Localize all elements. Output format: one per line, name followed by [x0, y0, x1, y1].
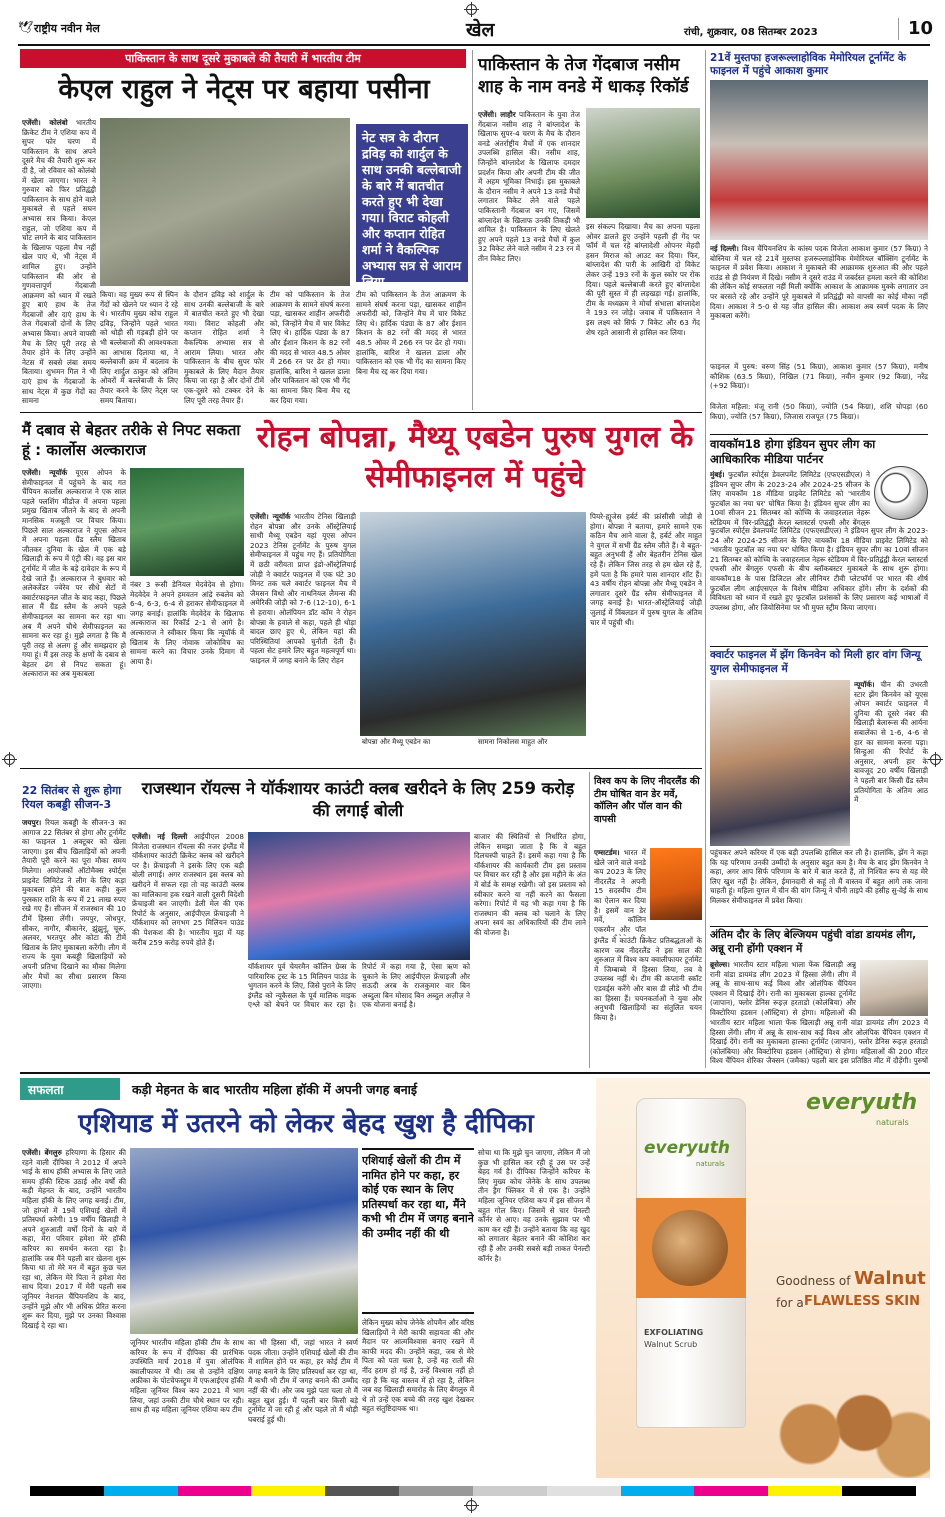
- rajasthan-col-1: एजेंसी। नई दिल्ली आईपीएल 2008 विजेता राजस्थान रॉयल्स की नजर इंग्लैंड में यॉर्कशायर काउंटी क्रिकेट क्लब को खरीदने पर है। फ्रेंचाइजी ने इसके लिए एक बड़ी बोली लगाई। अगर राजस्थान इस क्लब को खरीदने में सफल रहा तो वह काउंटी क्लब का मालिकाना हक रखने वाली दूसरी विदेशी फ्रेंचाइजी बन जाएगी। डेली मेल की एक रिपोर्ट के अनुसार, आईपीएल फ्रेंचाइजी ने यॉर्कशायर को लगभग 25 मिलियन पाउंड की पेशकश की है। भारतीय मुद्रा में यह करीब 259 करोड़ रुपये होते हैं।: [132, 832, 244, 947]
- rajasthan-col-2: बाजार की स्थितियों से निर्धारित होगा, लेकिन समझा जाता है कि वे बहुत दिलचस्पी चाहते हैं। इसमें कहा गया है कि यॉर्कशायर की कार्यकारी टीम इस प्रस्ताव पर विचार कर रही है और इस महीने के अंत में बोर्ड के समक्ष रखेगी। जो इस प्रस्ताव को स्वीकार करने या नहीं करने का फैसला करेगा। रिपोर्ट में यह भी कहा गया है कि राजस्थान की क्लब को चलाने के लिए अपना स्वयं का अधिकारियों की टीम लाने की योजना है।: [474, 832, 586, 937]
- dateline: रांची, शुक्रवार, 08 सितम्बर 2023: [684, 27, 818, 38]
- boxing-list-women: विजेता महिला: मंजू रानी (50 किग्रा), ज्योति (54 किग्रा), शशि चोपड़ा (60 किग्रा), ज्योति (57 किग्रा), जिजास राजपूत (75 किग्रा)।: [710, 402, 928, 421]
- page-number: 10: [908, 18, 934, 39]
- ad-tagline-em2: FLAWLESS SKIN: [804, 1294, 920, 1309]
- naseem-photo: [586, 108, 700, 218]
- ad-everyuth[interactable]: [596, 1078, 930, 1478]
- netherlands-headline: विश्व कप के लिए नीदरलैंड की टीम घोषित वान डेर मर्वे, कॉलिन और पॉल वान की वापसी: [594, 776, 700, 825]
- deepika-pull-quote: एशियाई खेलों की टीम में नामित होने पर कहा, हर कोई एक स्थान के लिए प्रतिस्पर्धा कर रहा था, मैंने कभी भी टीम में जगह बनाने की उम्मीद नहीं की थी: [362, 1148, 474, 1314]
- deepika-col-3b: लेकिन मुख्य कोच जेनेके शोपमैन और वरिष्ठ खिलाड़ियों ने मेरी काफी सहायता की और मैदान पर आत्मविश्वास बनाए रखने में काफी मदद की। उन्होंने कहा, जब से मेरे पिता को पता चला है, उन्हें वह रातों की नींद हराम हो गई है, उन्हें विश्वास नहीं हो रहा है कि यह वास्तव में हो रहा है, लेकिन जब वह खिलाड़ी समारोह के लिए बेंगलुरु में थे तो उन्हें एक बच्चे की तरह खुश देखकर बहुत संतुष्टिदायक था।: [362, 1318, 474, 1414]
- rahul-col-2: किया। वह मुख्य रूप से स्पिन गेंदों को खेलने पर ध्यान दे रहे थे। भारतीय मुख्य कोच राहुल द्रविड़, जिन्होंने पहले भारत को थोड़ी सी गड़बड़ी होने पर भी बल्लेबाजों की आवश्यकता का आभास दिलाया था, ने बल्लेबाजी क्रम में बदलाव के लिए शार्दुल ठाकुर को अंतिम ओवरों में बल्लेबाजी के लिए तैयार करने के लिए नेट्स पर समय बिताया।: [100, 290, 178, 405]
- netherlands-photo: [650, 848, 702, 920]
- alcaraz-headline: मैं दबाव से बेहतर तरीके से निपट सकता हूं : कार्लोस अल्काराज: [22, 421, 241, 459]
- rajasthan-caption-col: यॉर्कशायर पूर्व चेयरमैन कॉलिन ग्रेव्स के पारिवारिक ट्रस्ट के 15 मिलियन पाउंड के भुगतान करने के लिए, जिसे पुराने के लिए इंग्लैंड को न्यूकैसल के पूर्व मालिक माइक एश्ले को बेचने पर विचार कर रहा है। रिपोर्ट में कहा गया है, ऐसा ऋण को चुकाने के लिए आईपीएल फ्रेंचाइजी और सऊदी अरब के राजकुमार वार बिन अब्दुला बिन मोसाद बिन अब्दुल अज़ीज़ ने एक योजना बनाई है।: [248, 962, 470, 1010]
- football-icon: [874, 466, 928, 520]
- naseem-headline: पाकिस्तान के तेज गेंदबाज नसीम शाह के नाम वनडे में धाकड़ रिकॉर्ड: [478, 55, 689, 97]
- viacom-headline: वायकॉम18 होगा इंडियन सुपर लीग का आधिकारिक मीडिया पार्टनर: [710, 437, 876, 466]
- ad-tube-line2: Walnut Scrub: [644, 1340, 698, 1349]
- annu-photo: [860, 960, 928, 1016]
- rahul-col-1: एजेंसी। कोलंबो भारतीय क्रिकेट टीम ने एशिया कप में सुपर फोर चरण में पाकिस्तान के साथ अपने दूसरे मैच की तैयारी शुरू कर दी है, जो रविवार को कोलंबो में खेला जाएगा। भारत ने गुरुवार को फिर प्रतिद्वंद्वी पाकिस्तान के साथ होने वाले मुकाबले से पहले सघन अभ्यास सत्र किया। केएल राहुल, जो एशिया कप में चोट लगने के बाद पाकिस्तान के खिलाफ पहला मैच नहीं खेल पाए थे, भी नेट्स में शामिल हुए। उन्होंने पाकिस्तान की ओर से गुणवत्तापूर्ण गेंदबाजी आक्रमण को ध्यान में रखते हुए बाएं हाथ के तेज गेंदबाजों और दाएं हाथ के तेज गेंदबाजों दोनों के लिए अभ्यास किया। अपने वापसी मैच के लिए पूरी तरह से तैयार होने के लिए उन्होंने नेटस में सबसे लंबा समय बिताया। शुभमन गिल ने भी दाएं हाथ के गेंदबाजों के साथ नेट्स में कुछ गेंदों का सामना: [22, 118, 96, 406]
- naseem-col-1: एजेंसी। लाहौर पाकिस्तान के युवा तेज गेंदबाज नसीम शाह ने बांग्लादेश के खिलाफ सुपर-4 चरण के मैच के दौरान वनडे अंतर्राष्ट्रीय मैचों में एक शानदार उपलब्धि हासिल की। नसीम शाह, जिन्होंने बांग्लादेश के खिलाफ दमदार प्रदर्शन किया और अपनी टीम की जीत में अहम भूमिका निभाई। इस मुकाबले के दौरान नसीम ने अपने 13 वनडे मैचों लगातार विकेट लेने वाले पहले पाकिस्तानी गेंदबाज बन गए, जिसमें बांग्लादेश के खिलाफ उनकी तिकड़ी भी शामिल है। पाकिस्तान के लिए खेलते हुए अपने पहले 13 वनडे मैचों में कुल 32 विकेट लेने वाले नसीम ने 23 रन में तीन विकेट लिए।: [478, 110, 580, 263]
- rahul-col-5: टीम को पाकिस्तान के तेज आक्रमण के सामने संघर्ष करना पड़ा, खासकर शाहीन अफरीदी को, जिन्होंने मैच में चार विकेट लिए थे। हार्दिक पंड्या के 87 और ईशान किशन के 82 रनों की मदद से भारत 48.5 ओवर में 266 रन पर ढेर हो गया। हालांकि, बारिश ने खलल डाला और पाकिस्तान को एक भी गेंद का सामना किए बिना मैच रद्द कर दिया गया।: [356, 290, 466, 376]
- ad-brand: everyuth: [806, 1090, 918, 1115]
- alcaraz-col-2: नंबर 3 रूसी डेनियल मेदवेदेव से होगा। मेदवेदेव ने अपने हमवतन आंद्रे रुबलेव को 6-4, 6-3, 6-4 से हराकर सेमीफाइनल में जगह बनाई। हालांकि मेदवेदेव के खिलाफ अल्काराज का रिकॉर्ड 2-1 से आगे है। अल्काराज ने स्वीकार किया कि न्यूयॉर्क में खिताब के लिए नोवाक जोकोविच का सामना करने का विचार उनके दिमाग में आया है।: [130, 580, 244, 666]
- boxing-list-men: फाइनल में पुरुष: वरुण सिंह (51 किग्रा), आकाश कुमार (57 किग्रा), मनीष कौशिक (63.5 किग्रा), निखिल (71 किग्रा), नवीन कुमार (92 किग्रा), नरेंद्र (+92 किग्रा)।: [710, 362, 928, 391]
- deepika-kicker: कड़ी मेहनत के बाद भारतीय महिला हॉकी में अपनी जगह बनाई: [132, 1082, 418, 1097]
- registration-mark-icon: [466, 4, 477, 15]
- masthead: [18, 16, 934, 42]
- netherlands-body-1: एम्सटर्डम। भारत में खेले जाने वाले वनडे कप 2023 के लिए नीदरलैंड ने अपनी 15 सदस्यीय टीम का ऐलान कर दिया है। इसमें वान डेर मर्वे, कॉलिन एकरमैन और पॉल: [594, 848, 646, 934]
- ad-tube-brand: everyuth: [644, 1138, 730, 1158]
- ad-tube-line1: EXFOLIATING: [644, 1328, 704, 1337]
- deepika-col-3: का भी हिस्सा थीं, जहां भारत ने स्वर्ण पदक जीता। उन्होंने एशियाई खेलों की टीम में शामिल होने पर कहा, हर कोई टीम में जगह बनाने के लिए प्रतिस्पर्धा कर रहा था, मैं कभी भी टीम में जगह बनाने की उम्मीद नहीं की थी। और जब मुझे पता चला तो मैं बहुत खुश हुई। मैं पहली बार किसी बड़े टूर्नामेंट में जा रही हूं और पहले तो मैं थोड़ी घबराई हुई थी।: [248, 1338, 358, 1424]
- rahul-headline: केएल राहुल ने नेट्स पर बहाया पसीना: [58, 74, 430, 105]
- deepika-headline: एशियाड में उतरने को लेकर बेहद खुश है दीपिका: [78, 1109, 534, 1139]
- deepika-tag: सफलता: [28, 1083, 64, 1097]
- ad-tagline-em: Walnut: [854, 1268, 926, 1289]
- ad-tube-sub: naturals: [696, 1160, 725, 1168]
- netherlands-body-2: इंग्लैंड में काउंटी क्रिकेट प्रतिबद्धताओं के कारण जब नीदरलैंड ने इस साल की शुरुआत में विश्व कप क्वालीफायर टूर्नामेंट में जिम्बाब्वे में हिस्सा लिया, तब वे उपलब्ध नहीं थे। टीम की कप्तानी स्कॉट एडवर्ड्स करेंगे और बास डी लीडे भी टीम का हिस्सा हैं। चयनकर्ताओं ने युवा और अनुभवी खिलाड़ियों का संतुलित चयन किया है।: [594, 936, 702, 1022]
- rahul-col-4: टीम को पाकिस्तान के तेज आक्रमण के सामने संघर्ष करना पड़ा, खासकर शाहीन अफरीदी को, जिन्होंने मैच में चार विकेट लिए थे। हार्दिक पंड्या के 87 और ईशान किशन के 82 रनों की मदद से भारत 48.5 ओवर में 266 रन पर ढेर हो गया। हालांकि, बारिश ने खलल डाला और पाकिस्तान को एक भी गेंद का सामना किए बिना मैच रद्द कर दिया गया।: [270, 290, 350, 405]
- bopanna-col-2: पियरे-ह्यूजेस हर्बर्ट की फ्रांसीसी जोड़ी से होगा। बोपन्ना ने बताया, हमारे सामने एक कठिन मैच आने वाला है, हर्बर्ट और माहुत ने युगल में सभी ग्रैंड स्लैम जीते हैं। वे बहुत-बहुत अनुभवी हैं और बेहतरीन टेनिस खेल रहे हैं। लेकिन जिस तरह से हम खेल रहे हैं, हमें पता है कि हमारे पास शानदार शॉट हैं। 43 वर्षीय रोहन बोपन्ना और मैथ्यू एबडेन ने लगातार दूसरे ग्रैंड स्लैम सेमीफाइनल में जगह बनाई है। भारत-ऑस्ट्रेलियाई जोड़ी जुलाई में विंबलडन में पुरुष युगल के अंतिम चार में पहुंची थी।: [590, 512, 702, 627]
- section-title: खेल: [466, 19, 495, 41]
- naseem-col-2: इस संकल्प दिखाया। मैच का अपना पहला ओवर डालते हुए उन्होंने पहली ही गेंद पर फॉर्म में चल रहे बांग्लादेशी ओपनर मेहदी हसन मिराज को आउट कर दिया। फिर, बांग्लादेश की पारी के आखिरी दो विकेट लेकर उन्हें 193 रनों के कुल स्कोर पर रोक दिया। पहले बल्लेबाजी करते हुए बांग्लादेश की पूरी सुस्त में ही लड़खड़ा गई। हालांकि, टीम के मध्यक्रम ने मोर्चा संभाला बांग्लादेश ने 193 रन जोड़े। जवाब में पाकिस्तान ने इस लक्ष्य को सिर्फ 7 विकेट और 63 गेंद शेष रहते आसानी से हासिल कर लिया।: [586, 222, 700, 337]
- viacom-body: मुंबई। फुटबॉल स्पोर्ट्स डेवलपमेंट लिमिटेड (एफएसडीएल) ने इंडियन सुपर लीग के 2023-24 और 2024-25 सीजन के लिए वायकॉम 18 मीडिया प्राइवेट लिमिटेड को 'भारतीय फुटबॉल का नया घर' घोषित किया है। इंडियन सुपर लीग का 10वां सीजन 21 सितम्बर को कोच्चि के जवाहरलाल नेहरू स्टेडियम में चिर-प्रतिद्वंद्वी केरल ब्लास्टर्स एफसी और बेंगलुरु: [710, 470, 870, 526]
- ad-tagline-2: for a: [776, 1296, 804, 1310]
- deepika-photo: [130, 1148, 358, 1334]
- zheng-photo: [710, 680, 850, 846]
- boxing-body: नई दिल्ली। विश्व चैंपियनशिप के कांस्य पदक विजेता आकाश कुमार (57 किग्रा) ने बोस्निया में चल रहे 21वें मुस्तफा हजरूल्लाहोविक मेमोरियल बॉक्सिंग टूर्नामेंट के फाइनल में प्रवेश किया। आकाश ने मुकाबले की आक्रामक शुरुआत की और पहले राउंड से ही नियंत्रण में दिखे। नसीम ने दूसरे राउंड में जबर्दस्त हमला करने की कोशिश की लेकिन कोई सफलता नहीं मिली क्योंकि आकाश के आक्रामक मुक्के लगातार उन पर बरसते रहे और उन्होंने पूरे मुकाबले में प्रतिद्वंद्वी को वापसी का कोई मौका नहीं दिया। आकाश ने 5-0 से यह जीत हासिल की। आकाश अब स्वर्ण पदक के लिए मुकाबला करेंगे।: [710, 244, 928, 321]
- registration-mark-icon: [466, 1500, 477, 1511]
- kabaddi-headline: 22 सितंबर से शुरू होगा रियल कबड्डी सीजन-3: [22, 784, 122, 811]
- paper-name: राष्ट्रीय नवीन मेल: [34, 22, 100, 35]
- rajasthan-headline: राजस्थान रॉयल्स ने यॉर्कशायर काउंटी क्लब खरीदने के लिए 259 करोड़ की लगाई बोली: [141, 779, 575, 820]
- bopanna-headline-block: [250, 418, 700, 498]
- bopanna-headline: रोहन बोपन्ना, मैथ्यू एबडेन पुरुष युगल के सेमीफाइनल में पहुंचे: [256, 420, 694, 495]
- viacom-body-cont: फुटबॉल स्पोर्ट्स डेवलपमेंट लिमिटेड (एफएसडीएल) ने इंडियन सुपर लीग के 2023-24 और 2024-25 सीजन के लिए वायकॉम 18 मीडिया प्राइवेट लिमिटेड को 'भारतीय फुटबॉल का नया घर' घोषित किया है। इंडियन सुपर लीग का 10वां सीजन 21 सितम्बर को कोच्चि के जवाहरलाल नेहरू स्टेडियम में चिर-प्रतिद्वंद्वी केरल ब्लास्टर्स एफसी और बेंगलुरु एफसी के बीच ब्लॉकबस्टर मुकाबले के साथ शुरू होगा। वायकॉम18 के पास डिजिटल और लीनियर टीवी प्लेटफॉर्म पर भारत की शीर्ष फुटबॉल लीग आईएसएल के विशेष मीडिया अधिकार होंगे। लीग के दर्शकों की विविधता को ध्यान में रखते हुए फुटबॉल प्रशंसकों के लिए प्रसारण कई भाषाओं में उपलब्ध होगा, और जियोसिनेमा पर भी मुफ्त स्ट्रीम किया जाएगा।: [710, 526, 928, 612]
- ad-tagline-1: Goodness of: [776, 1274, 851, 1288]
- annu-body: ब्रूसेल्स। भारतीय स्टार महिला भाला फेंक खिलाड़ी अन्नू रानी वांडा डायमंड लीग 2023 में हिस्सा लेंगी। लीग में अन्नू के साथ-साथ कई विश्व और ओलंपिक चैंपियन एक्शन में दिखाई देंगे। रानी का मुकाबला हाल्का टूर्नामेंट (जापान), फ्लोर डेनिस रूइज़ हरताडो (कोलंबिया) और विक्टोरिया हडसन (ऑस्ट्रिया) से होगा। महिलाओं की: [710, 960, 856, 1016]
- rahul-kicker: पाकिस्तान के साथ दूसरे मुकाबले की तैयारी में भारतीय टीम: [20, 49, 466, 68]
- rahul-col-3: के दौरान द्रविड़ को शार्दुल के साथ उनकी बल्लेबाजी के बारे में बातचीत करते हुए भी देखा गया। विराट कोहली और कप्तान रोहित शर्मा ने वैकल्पिक अभ्यास सत्र से आराम लिया। भारत और पाकिस्तान के बीच सुपर फोर मुकाबले के लिए मैदान तैयार किया जा रहा है और दोनों टीमें एक-दूसरे को टक्कर देने के लिए पूरी तरह तैयार हैं।: [184, 290, 264, 405]
- boxing-headline: 21वें मुस्तफा हजरूल्लाहोविक मेमोरियल टूर्नामेंट के फाइनल में पहुंचे आकाश कुमार: [710, 52, 906, 77]
- deepika-col-2: जूनियर भारतीय महिला हॉकी टीम के साथ करियर के रूप में दीपिका की प्रारंभिक उपस्थिति मार्च 2018 में युवा ओलंपिक क्वालीफायर में थी। तब से उन्होंने दक्षिण अफ्रीका के पोटचेफस्ट्रूम में एफआईएच हॉकी महिला जूनियर विश्व कप 2021 में भाग लिया, जहां उनकी टीम चौथे स्थान पर रही। साथ ही वह महिला जूनियर एशिया कप टीम: [130, 1338, 244, 1415]
- bopanna-caption-2: सामना निकोलस माहुत और: [478, 738, 548, 746]
- registration-mark-icon: [4, 754, 15, 765]
- paper-logo-icon: 🕊: [18, 20, 34, 34]
- rahul-pull-box: [356, 124, 468, 289]
- alcaraz-photo: [130, 468, 244, 576]
- ad-walnuts-icon: [756, 1368, 930, 1478]
- annu-headline: अंतिम दौर के लिए बेल्जियम पहुंची वांडा डायमंड लीग, अन्नू रानी होंगी एक्शन में: [710, 929, 917, 955]
- boxing-photo: [710, 80, 928, 240]
- alcaraz-col-1: एजेंसी। न्यूयॉर्क यूएस ओपन के सेमीफाइनल में पहुंचने के बाद गत चैंपियन कार्लोस अल्काराज ने एक साल पहले फ्लशिंग मीडोज में अपना पहला प्रमुख खिताब जीतने के बाद से अपनी मानसिक मजबूती पर विचार किया। पिछले साल अल्काराज ने यूएस ओपन में अपना पहला ग्रैंड स्लैम खिताब जीतकर दुनिया के खेल में एक बड़े खिलाड़ी के रूप में एंट्री की। वह इस बार टूर्नामेंट में जीत के बड़े दावेदार के रूप में देखे जाते हैं। अल्काराज ने बुधवार को अलेक्जेंडर ज्वेरेव पर सीधे सेटों में क्वार्टरफाइनल जीत के बाद कहा, पिछले साल मैं ग्रैंड स्लैम के अपने पहले सेमीफाइनल का सामना कर रहा था। अब मैं अपने चौथे सेमीफाइनल का सामना कर रहा हूं। मुझे लगता है कि मैं पूरी तरह से अलग हूं और समझदार हो गया हूं। मैं इस तरह के क्षणों के दबाव से बेहतर ढंग से निपट सकता हूं। अल्काराज का अब मुकाबला: [22, 468, 126, 679]
- bopanna-photo: [360, 512, 586, 736]
- ad-brand-sub: naturals: [876, 1118, 909, 1127]
- zheng-headline: क्वार्टर फाइनल में झेंग किनवेन को मिली हार वांग जिन्यू युगल सेमीफाइनल में: [710, 649, 921, 675]
- registration-mark-icon: [930, 754, 941, 765]
- bopanna-caption: बोपन्ना और मैथ्यू एबडेन का: [362, 738, 431, 746]
- rajasthan-photo: [248, 832, 470, 960]
- rahul-pull-quote: नेट सत्र के दौरान द्रविड़ को शार्दुल के साथ उनकी बल्लेबाजी के बारे में बातचीत करते हुए भी देखा गया। विराट कोहली और कप्तान रोहित शर्मा ने वैकल्पिक अभ्यास सत्र से आराम लिया: [362, 130, 462, 289]
- ad-walnut-icon: [652, 1210, 728, 1286]
- deepika-col-1: एजेंसी। बेंगलुरु हरियाणा के हिसार की रहने वाली दीपिका ने 2012 में अपने भाई के साथ हॉकी अभ्यास के लिए जाते समय हॉकी स्टिक उठाई और वर्षों की कड़ी मेहनत के बाद, उन्होंने भारतीय महिला हॉकी के लिए जगह बनाई। टीम, जो हांग्जो में 19वें एशियाई खेलों में प्रतिस्पर्धा करेगी। 19 वर्षीय खिलाड़ी ने अपने शुरुआती वर्षों दिनों के बारे में कहा, मेरा परिवार हमेशा मेरे हॉकी करियर का समर्थन करता रहा है। हालांकि जब मैंने पहली बार खेलना शुरू किया था तो मेरे मन में बहुत कुछ चल रहा था, लेकिन मेरे पिता ने हमेशा मेरा साथ दिया। 2017 में मेरी पहली सब जूनियर नेशनल चैंपियनशिप के बाद, उन्होंने मुझे और भी अधिक प्रेरित करना शुरू कर दिया, मुझे पर उनका विश्वास दिखाई दे रहा था।: [22, 1148, 126, 1330]
- kabaddi-body: जयपुर। रियल कबड्डी के सीजन-3 का आगाज 22 सितंबर से होगा और टूर्नामेंट का फाइनल 1 अक्टूबर को खेला जाएगा। इस बीच खिलाड़ियों को अपनी तैयारी पूरी करने का पूरा मौका समय मिलेगा। आयोजकों ऑटोमैक्स स्पोर्ट्स प्राइवेट लिमिटेड ने लीग के लिए कड़ा मुकाबला होने की बात कही। कुल पुरस्कार राशि के रूप में 21 लाख रुपए रखे गए हैं। सीजन में राजस्थान की 10 टीमें हिस्सा लेंगी। जयपुर, जोधपुर, सीकर, नागौर, बीकानेर, झुंझुनूं, चूरू, अलवर, भरतपुर और कोटा की टीमें खिताब के लिए मुकाबला करेंगी। लीग में राज्य के युवा कबड्डी खिलाड़ियों को अपनी प्रतिभा दिखाने का मौका मिलेगा और मैचों का सीधा प्रसारण किया जाएगा।: [22, 818, 126, 991]
- zheng-body-2: पहुंचकर अपने करियर में एक बड़ी उपलब्धि हासिल कर ली है। हालांकि, झेंग ने कहा कि यह परिणाम उनकी उम्मीदों के अनुसार बहुत कम है। मैच के बाद झेंग किनवेन ने कहा, अगर आप सिर्फ परिणाम के बारे में बात करते हैं, तो निश्चित रूप से यह मेरे लिए खुश नहीं है। लेकिन, ईमानदारी से कहूं तो मैं वास्तव में बहुत आगे तक जाना चाहती हूं। महिला युगल में चीन की वांग जिन्यू ने चीनी ताइपे की हसीह सु-वेई के साथ मिलकर सेमीफाइनल में प्रवेश किया।: [710, 848, 928, 905]
- rahul-photo: [100, 118, 350, 286]
- zheng-body-1: न्यूयॉर्क। चीन की उभरती स्टार झेंग किनवेन को यूएस ओपन क्वार्टर फाइनल में दुनिया की दूसरे नंबर की खिलाड़ी बेलारूस की आर्यना सबालेंका से 1-6, 4-6 से हार का सामना करना पड़ा। सिन्हुआ की रिपोर्ट के अनुसार, अपनी हार के बावजूद 20 वर्षीय खिलाड़ी ने पहली बार किसी ग्रैंड स्लैम प्रतियोगिता के अंतिम आठ में: [854, 680, 928, 805]
- annu-body-cont: भारतीय स्टार महिला भाला फेंक खिलाड़ी अन्नू रानी वांडा डायमंड लीग 2023 में हिस्सा लेंगी। लीग में अन्नू के साथ-साथ कई विश्व और ओलंपिक चैंपियन एक्शन में दिखाई देंगे। रानी का मुकाबला हाल्का टूर्नामेंट (जापान), फ्लोर डेनिस रूइज़ हरताडो (कोलंबिया) और विक्टोरिया हडसन (ऑस्ट्रिया) से होगा। महिलाओं की 200 मीटर विश्व चैंपियन शेरिका जैक्सन (जमैका) पहली बार इस प्रतिष्ठित मीट में दौड़ेंगी। पुरुषों: [710, 1018, 928, 1066]
- color-bar: [30, 1486, 916, 1496]
- bopanna-col-1: एजेंसी। न्यूयॉर्क भारतीय टेनिस खिलाड़ी रोहन बोपन्ना और उनके ऑस्ट्रेलियाई साथी मैथ्यू एबडेन यहां यूएस ओपन 2023 टेनिस टूर्नामेंट के पुरुष युगल सेमीफाइनल में पहुंच गए हैं। प्रतियोगिता में छठी वरीयता प्राप्त इंडो-ऑस्ट्रेलियाई जोड़ी ने क्वार्टर फाइनल में एक घंटे 30 मिनट तक चले क्वार्टर फाइनल मैच में जैमसन विथो और नाथनियल लैमन्स की अमेरिकी जोड़ी को 7-6 (12-10), 6-1 से हराया। ओलंपियन डॉट कॉम ने रोहन बोपन्ना के हवाले से कहा, पहले ही थोड़ा बादल छाए हुए थे, लेकिन यहां की परिस्थितियां आपको चुनौती देती हैं। पहला सेट हमारे लिए बहुत महत्वपूर्ण था। फाइनल में जगह बनाने के लिए रोहन: [250, 512, 356, 665]
- deepika-col-4: सोचा था कि मुझे चुन जाएगा, लेकिन मैं जो कुछ भी हासिल कर रही हूं उस पर उन्हें बेहद गर्व है। दीपिका जिन्होंने करियर के लिए मुख्य कोच जेनेके के साथ उपलब्ध तीन ड्रैग फ्लिकर में से एक है। उन्होंने महिला जूनियर एशिया कप में इस सीजन में बहुत गोल किए। जिसमें से चार पेनल्टी कॉर्नर से आए। वह उनके सुझाव पर भी काम कर रही हैं। उन्होंने बताया कि वह खुद को लगातार बेहतर बनाने की कोशिश कर रही हैं और उनकी सबसे बड़ी ताकत पेनल्टी कॉर्नर है।: [478, 1148, 590, 1263]
